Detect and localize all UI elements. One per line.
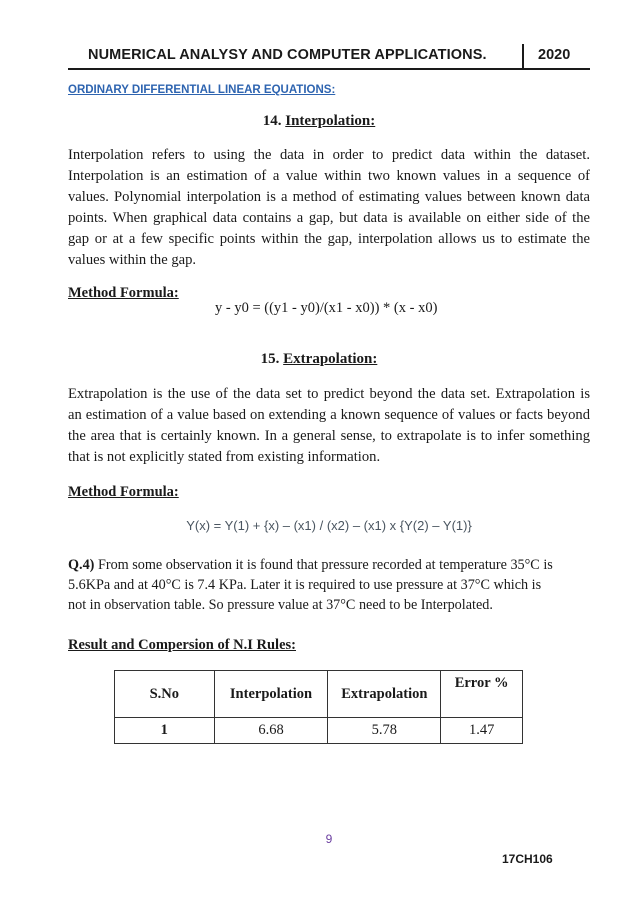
section-15-heading [0, 351, 638, 368]
section-15-number: 15. [260, 351, 280, 367]
table-row [115, 718, 523, 744]
page-number: 9 [325, 832, 333, 846]
paragraph-line: that is not explicitly stated from existing information. [68, 449, 381, 465]
extrapolation-formula: Y(x) = Y(1) + {x) – (x1) / (x2) – (x1) x {Y(2) – Y(1)} [186, 518, 472, 533]
section-14-heading [0, 113, 638, 130]
table-cell: 1 [115, 718, 215, 744]
header-separator [522, 44, 524, 68]
paragraph-line: an estimation of a value based on extending a known sequence of values or facts beyond [68, 407, 590, 423]
question-text: From some observation it is found that pressure recorded at temperature 35°C is [97, 557, 553, 573]
column-header-interpolation: Interpolation [214, 671, 328, 718]
results-label: Result and Compersion of N.I Rules: [68, 637, 296, 653]
header-rule [68, 68, 590, 70]
footer-code: 17CH106 [502, 852, 553, 866]
question-paragraph [68, 555, 590, 615]
section-15-paragraph [68, 384, 590, 468]
method-formula-label-14: Method Formula: [68, 285, 179, 301]
chapter-title: ORDINARY DIFFERENTIAL LINEAR EQUATIONS: [68, 84, 336, 96]
header-year: 2020 [538, 47, 571, 63]
question-label: Q.4) [68, 557, 95, 573]
table-cell: 1.47 [441, 718, 523, 744]
section-14-number: 14. [262, 113, 282, 129]
table-cell: 5.78 [328, 718, 441, 744]
paragraph-line: Extrapolation is the use of the data set to predict beyond the data set. Extrapolation is [68, 386, 590, 402]
table-cell: 6.68 [214, 718, 328, 744]
paragraph-line: the area that is certainly known. In a general sense, to extrapolate is to infer something [68, 428, 590, 444]
question-line: 5.6KPa and at 40°C is 7.4 KPa. Later it is required to use pressure at 37°C which is [68, 577, 542, 593]
section-14-title: Interpolation: [285, 113, 376, 129]
paragraph-line: values within the gap. [68, 252, 197, 268]
header-title: NUMERICAL ANALYSY AND COMPUTER APPLICATIONS. [88, 47, 487, 63]
results-table [114, 670, 523, 744]
table-header-row [115, 671, 523, 718]
paragraph-line: gap or at a few specific points within the gap, interpolation allows us to estimate the [68, 231, 590, 247]
question-line: not in observation table. So pressure value at 37°C need to be Interpolated. [68, 597, 493, 613]
paragraph-line: Interpolation is an estimation of a value within two known values in a sequence of [68, 168, 590, 184]
paragraph-line: Interpolation refers to using the data in order to predict data within the dataset. [68, 147, 590, 163]
method-formula-label-15: Method Formula: [68, 484, 179, 500]
interpolation-formula: y - y0 = ((y1 - y0)/(x1 - x0)) * (x - x0) [215, 300, 438, 316]
section-15-title: Extrapolation: [283, 351, 378, 367]
column-header-extrapolation: Extrapolation [328, 671, 441, 718]
question-line [68, 555, 590, 575]
paragraph-line: points. When graphical data contains a gap, but data is available on either side of the [68, 210, 590, 226]
section-14-paragraph [68, 145, 590, 271]
page-header [68, 44, 590, 72]
column-header-error: Error % [441, 671, 523, 718]
column-header-sno: S.No [115, 671, 215, 718]
paragraph-line: values. Polynomial interpolation is a method of estimating values between known data [68, 189, 590, 205]
